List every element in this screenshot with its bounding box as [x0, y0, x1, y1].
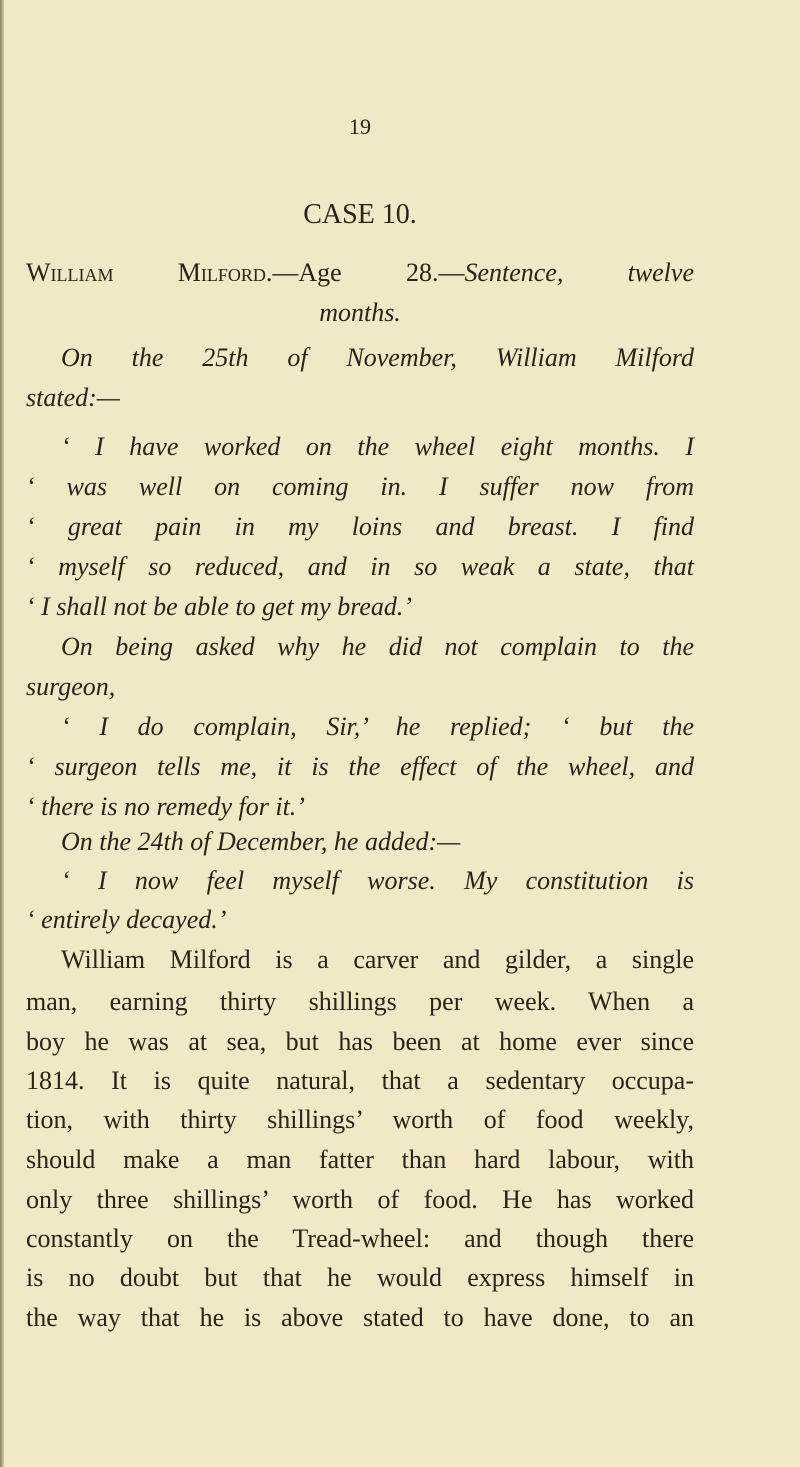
text-segment: ‘ I now feel myself worse. My constitution is	[61, 866, 694, 895]
text-segment: —Age 28.—	[272, 258, 465, 287]
text-segment: ‘ entirely decayed.’	[26, 905, 227, 934]
text-line	[26, 787, 694, 827]
text-segment: On the 24th of December, he added:—	[61, 827, 461, 856]
text-line	[61, 427, 694, 467]
text-line	[26, 507, 694, 547]
text-segment: man, earning thirty shillings per week. When a	[26, 987, 694, 1016]
text-line	[26, 1061, 694, 1101]
text-segment: William Milford is a carver and gilder, a single	[61, 945, 694, 974]
text-segment: ‘ I do complain, Sir,’ he replied; ‘ but the	[61, 712, 694, 741]
text-segment: Sentence, twelve	[464, 258, 694, 287]
text-segment: stated:—	[26, 383, 120, 412]
text-segment: 1814. It is quite natural, that a sedentary occupa-	[26, 1066, 694, 1095]
text-line	[26, 1140, 694, 1180]
text-line	[61, 707, 694, 747]
text-segment: only three shillings’ worth of food. He has worked	[26, 1185, 694, 1214]
text-line	[26, 1298, 694, 1338]
text-line	[61, 627, 694, 667]
page-number: 19	[349, 114, 371, 139]
case-heading: CASE 10.	[303, 199, 417, 230]
text-line	[26, 467, 694, 507]
page-edge	[0, 0, 4, 1467]
text-line	[26, 1258, 694, 1298]
text-segment: ‘ I shall not be able to get my bread.’	[26, 592, 413, 621]
text-segment: boy he was at sea, but has been at home ever since	[26, 1027, 694, 1056]
text-line	[26, 1219, 694, 1259]
text-segment: ‘ myself so reduced, and in so weak a state, that	[26, 552, 694, 581]
text-line	[26, 293, 694, 333]
text-line	[26, 900, 694, 940]
text-segment: surgeon,	[26, 672, 116, 701]
text-line	[26, 667, 694, 707]
text-segment: ‘ was well on coming in. I suffer now from	[26, 472, 694, 501]
text-segment: tion, with thirty shillings’ worth of food weekly,	[26, 1105, 694, 1134]
text-line	[26, 1100, 694, 1140]
text-segment: On being asked why he did not complain to the	[61, 632, 694, 661]
text-line	[26, 547, 694, 587]
text-line	[26, 1180, 694, 1220]
text-line	[61, 822, 694, 862]
text-segment: William Milford.	[26, 258, 273, 287]
text-line	[61, 338, 694, 378]
text-line	[26, 747, 694, 787]
text-segment: ‘ great pain in my loins and breast. I find	[26, 512, 694, 541]
text-segment: ‘ surgeon tells me, it is the effect of the wheel, and	[26, 752, 694, 781]
text-segment: is no doubt but that he would express himself in	[26, 1263, 694, 1292]
text-segment: ‘ there is no remedy for it.’	[26, 792, 305, 821]
text-segment: months.	[319, 298, 401, 327]
text-line	[26, 253, 694, 293]
text-segment: ‘ I have worked on the wheel eight months. I	[61, 432, 694, 461]
text-segment: should make a man fatter than hard labour, with	[26, 1145, 694, 1174]
text-segment: On the 25th of November, William Milford	[61, 343, 694, 372]
text-line	[26, 378, 694, 418]
text-segment: the way that he is above stated to have done, to an	[26, 1303, 694, 1332]
text-line	[61, 861, 694, 901]
text-line	[26, 587, 694, 627]
text-line	[26, 982, 694, 1022]
text-line	[61, 940, 694, 980]
text-line	[26, 1022, 694, 1062]
text-segment: constantly on the Tread-wheel: and though there	[26, 1224, 694, 1253]
